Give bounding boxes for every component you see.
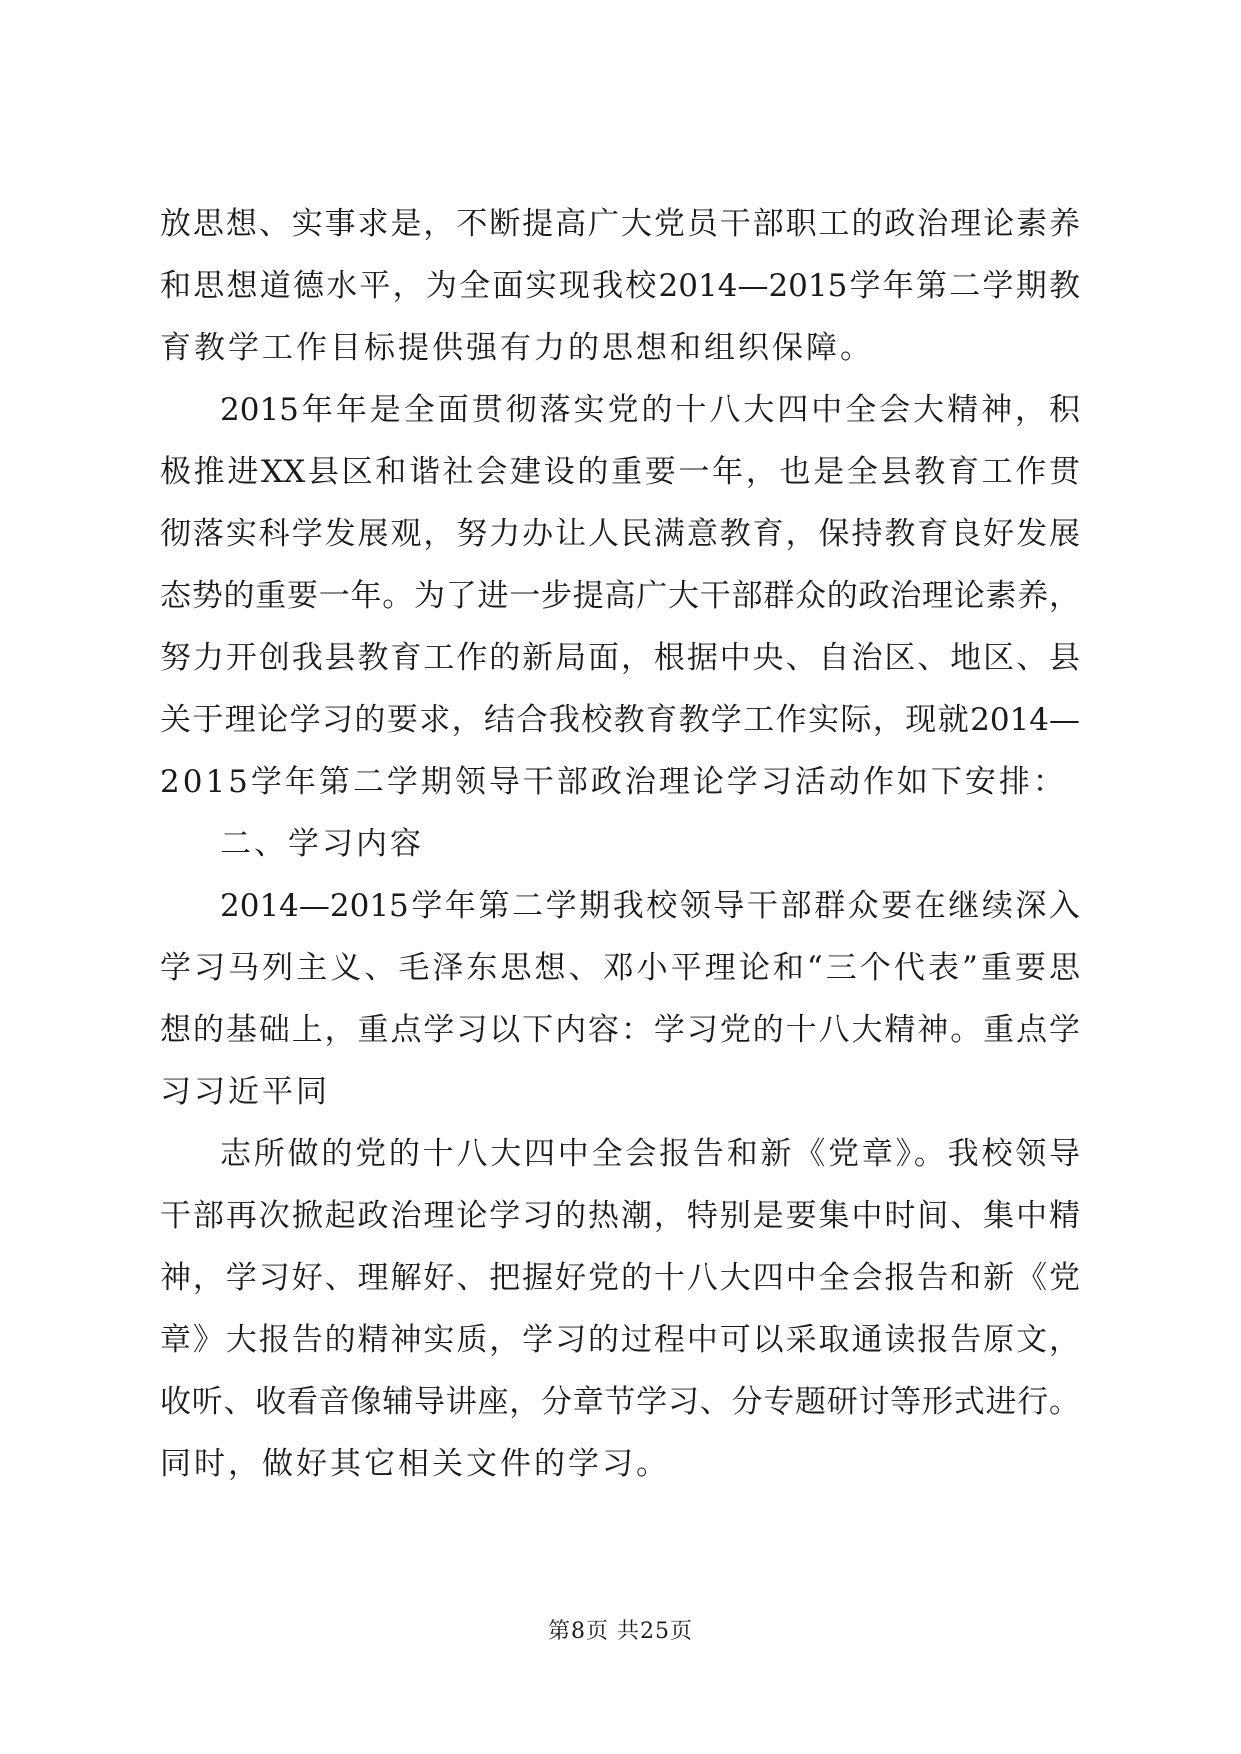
body-text-line: 想的基础上，重点学习以下内容：学习党的十八大精神。重点学	[160, 1012, 1080, 1048]
body-text-line: 2015学年第二学期领导干部政治理论学习活动作如下安排：	[160, 764, 1067, 800]
body-text-line: 神，学习好、理解好、把握好党的十八大四中全会报告和新《党	[160, 1260, 1080, 1296]
body-text-line: 习习近平同	[160, 1074, 330, 1110]
body-text-line: 干部再次掀起政治理论学习的热潮，特别是要集中时间、集中精	[160, 1198, 1080, 1234]
body-text-line: 关于理论学习的要求，结合我校教育教学工作实际，现就2014—	[160, 702, 1080, 738]
paragraph-first-line: 2015年年是全面贯彻落实党的十八大四中全会大精神，积	[220, 392, 1080, 428]
body-text-line: 育教学工作目标提供强有力的思想和组织保障。	[160, 330, 874, 366]
body-text-line: 同时，做好其它相关文件的学习。	[160, 1446, 670, 1482]
body-text-line: 努力开创我县教育工作的新局面，根据中央、自治区、地区、县	[160, 640, 1080, 676]
section-heading: 二、学习内容	[220, 826, 424, 862]
body-text-line: 放思想、实事求是，不断提高广大党员干部职工的政治理论素养	[160, 206, 1080, 242]
body-text-line: 极推进XX县区和谐社会建设的重要一年，也是全县教育工作贯	[160, 454, 1080, 490]
body-text-line: 学习马列主义、毛泽东思想、邓小平理论和“三个代表”重要思	[160, 950, 1080, 986]
page-number-footer: 第8页 共25页	[548, 1619, 693, 1644]
body-text-line: 收听、收看音像辅导讲座，分章节学习、分专题研讨等形式进行。	[160, 1384, 1080, 1420]
body-text-line: 彻落实科学发展观，努力办让人民满意教育，保持教育良好发展	[160, 516, 1080, 552]
body-text-line: 章》大报告的精神实质，学习的过程中可以采取通读报告原文，	[160, 1322, 1080, 1358]
body-text-line: 态势的重要一年。为了进一步提高广大干部群众的政治理论素养，	[160, 578, 1080, 614]
paragraph-first-line: 2014—2015学年第二学期我校领导干部群众要在继续深入	[220, 888, 1080, 924]
paragraph-first-line: 志所做的党的十八大四中全会报告和新《党章》。我校领导	[220, 1136, 1080, 1172]
body-text-line: 和思想道德水平，为全面实现我校2014—2015学年第二学期教	[160, 268, 1080, 304]
